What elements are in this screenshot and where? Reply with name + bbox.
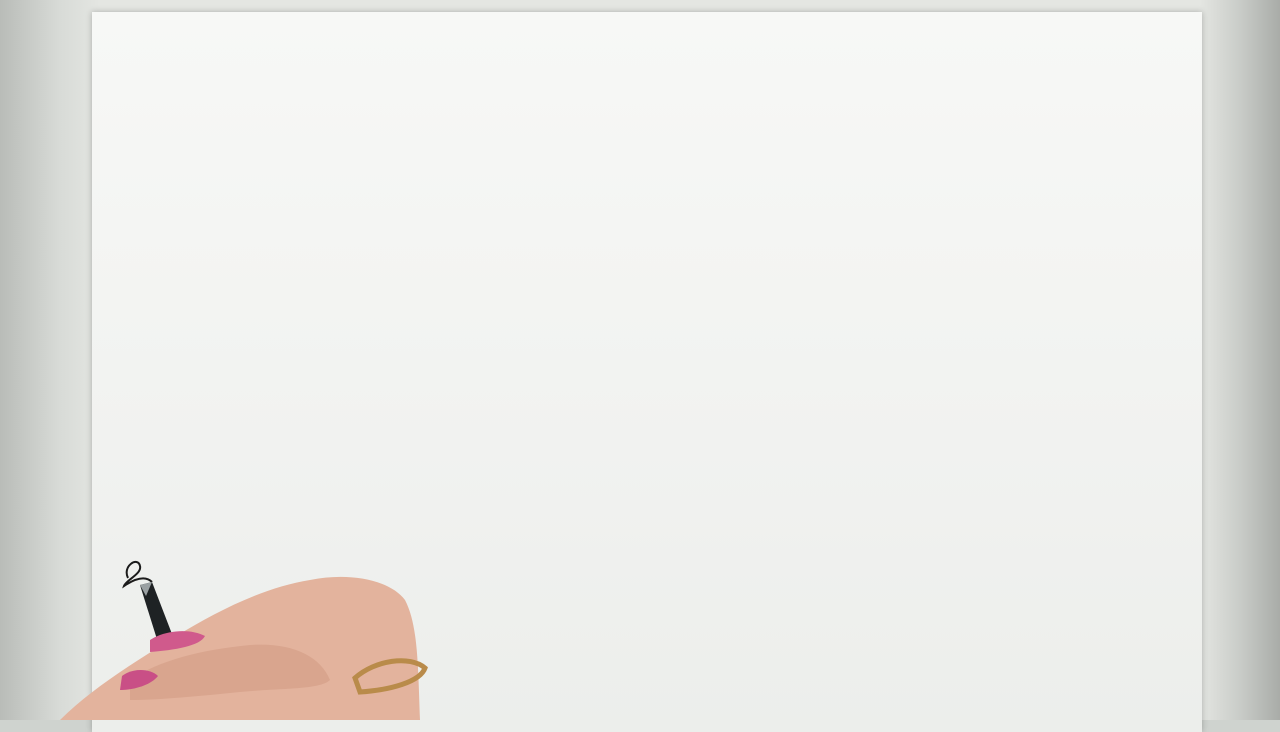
handwritten-mark bbox=[124, 562, 152, 586]
